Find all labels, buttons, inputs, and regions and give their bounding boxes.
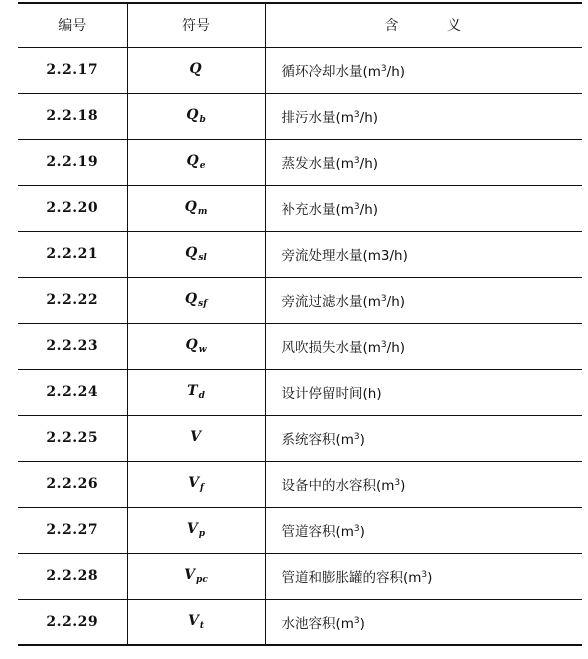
meaning-tail: /h)	[359, 156, 379, 172]
table-row	[18, 231, 582, 277]
table-row	[18, 277, 582, 323]
row-meaning	[265, 553, 582, 599]
meaning-tail: )	[400, 478, 406, 494]
row-code: 2.2.19	[46, 154, 99, 170]
meaning-text: 水池容积(m	[281, 615, 354, 632]
symbol-subscript: t	[199, 620, 205, 631]
row-meaning	[265, 47, 582, 93]
meaning-sup: 3	[353, 524, 360, 534]
meaning-text: 循环冷却水量(m	[281, 64, 381, 80]
meaning-sup: 3	[353, 202, 360, 212]
meaning-sup: 3	[380, 294, 387, 304]
symbol-subscript: w	[198, 345, 207, 355]
meaning-text: 设备中的水容积(m	[281, 478, 395, 494]
meaning-tail: /h)	[386, 64, 406, 80]
meaning-tail: )	[359, 524, 365, 540]
meaning-sup: 3	[353, 432, 360, 442]
table-row	[18, 507, 582, 553]
meaning-text: 管道容积(m	[281, 524, 354, 540]
row-code: 2.2.24	[46, 384, 99, 400]
row-code: 2.2.20	[46, 200, 99, 216]
row-code: 2.2.21	[46, 246, 99, 262]
row-meaning	[265, 323, 582, 369]
symbol-main: Q	[186, 107, 199, 123]
header-row	[18, 3, 582, 47]
row-symbol	[127, 231, 265, 277]
table-row	[18, 93, 582, 139]
table-row	[18, 185, 582, 231]
row-meaning	[265, 93, 582, 139]
meaning-sup: 3	[353, 615, 360, 626]
row-code: 2.2.23	[46, 338, 99, 354]
meaning-sup: 3	[394, 478, 401, 488]
symbol-main: V	[190, 429, 201, 445]
symbol-subscript: f	[200, 483, 204, 493]
row-meaning	[265, 185, 582, 231]
symbol-main: Q	[184, 199, 197, 215]
row-code: 2.2.26	[46, 476, 99, 492]
meaning-text: 蒸发水量(m	[281, 156, 354, 172]
row-code: 2.2.17	[46, 62, 99, 78]
symbol-main: V	[184, 567, 196, 583]
row-code: 2.2.28	[46, 568, 99, 584]
row-symbol	[127, 369, 265, 415]
symbol-main: V	[186, 521, 198, 537]
row-symbol	[127, 461, 265, 507]
symbol-subscript: e	[199, 161, 206, 171]
row-code: 2.2.25	[46, 430, 99, 446]
table-row	[18, 415, 582, 461]
row-meaning	[265, 231, 582, 277]
symbol-main: V	[188, 475, 199, 491]
meaning-tail: /h)	[386, 294, 406, 310]
meaning-text: 风吹损失水量(m	[281, 340, 381, 356]
meaning-text: 管道和膨胀罐的容积(m	[281, 570, 422, 586]
row-code: 2.2.29	[46, 613, 99, 630]
table-row	[18, 323, 582, 369]
row-symbol	[127, 139, 265, 185]
row-code: 2.2.18	[46, 108, 99, 124]
symbol-main: T	[187, 383, 198, 399]
row-symbol	[127, 553, 265, 599]
row-meaning	[265, 139, 582, 185]
table-row	[18, 369, 582, 415]
symbol-subscript: sf	[198, 299, 208, 309]
symbol-subscript: sl	[198, 253, 207, 263]
meaning-sup: 3	[353, 110, 360, 120]
header-symbol: 符号	[127, 3, 265, 47]
meaning-text: 旁流过滤水量(m	[281, 294, 381, 310]
symbol-subscript: p	[198, 529, 206, 539]
row-code: 2.2.22	[46, 292, 99, 308]
row-symbol	[127, 599, 265, 645]
meaning-text: 补充水量(m	[281, 202, 354, 218]
row-meaning	[265, 277, 582, 323]
row-meaning	[265, 599, 582, 645]
symbol-subscript: d	[198, 391, 205, 401]
row-symbol	[127, 323, 265, 369]
header-meaning: 含 义	[384, 18, 483, 35]
symbol-main: Q	[185, 337, 198, 353]
meaning-text: 系统容积(m	[281, 432, 354, 448]
row-symbol	[127, 507, 265, 553]
meaning-tail: /h)	[386, 340, 406, 356]
row-symbol	[127, 185, 265, 231]
symbol-main: Q	[185, 245, 198, 261]
row-symbol	[127, 277, 265, 323]
table-row	[18, 553, 582, 599]
symbol-main: V	[187, 612, 199, 629]
meaning-text: 排污水量(m	[281, 110, 354, 126]
meaning-sup: 3	[380, 64, 387, 74]
meaning-text: 设计停留时间(h)	[281, 386, 382, 402]
meaning-tail: /h)	[359, 110, 379, 126]
symbol-subscript: m	[197, 207, 208, 217]
row-symbol	[127, 47, 265, 93]
symbol-main: Q	[189, 61, 202, 77]
row-symbol	[127, 93, 265, 139]
row-meaning	[265, 507, 582, 553]
row-meaning	[265, 461, 582, 507]
symbol-table-header	[18, 3, 582, 47]
meaning-sup: 3	[421, 570, 428, 580]
meaning-tail: )	[359, 432, 365, 448]
meaning-tail: )	[359, 615, 365, 632]
symbol-table-body	[18, 47, 582, 645]
symbol-subscript: pc	[196, 575, 208, 585]
symbol-main: Q	[186, 153, 199, 169]
row-code: 2.2.27	[46, 522, 99, 538]
row-symbol	[127, 415, 265, 461]
meaning-tail: /h)	[359, 202, 379, 218]
row-meaning	[265, 369, 582, 415]
meaning-text: 旁流处理水量(m3/h)	[281, 248, 408, 264]
symbol-main: Q	[184, 291, 198, 307]
meaning-tail: )	[427, 570, 433, 586]
table-row	[18, 461, 582, 507]
symbol-subscript: b	[199, 115, 206, 125]
header-code: 编号	[58, 18, 87, 35]
meaning-sup: 3	[380, 340, 387, 350]
row-meaning	[265, 415, 582, 461]
table-row	[18, 47, 582, 93]
meaning-sup: 3	[353, 156, 360, 166]
symbol-table	[18, 2, 582, 646]
table-row	[18, 139, 582, 185]
table-row	[18, 599, 582, 645]
